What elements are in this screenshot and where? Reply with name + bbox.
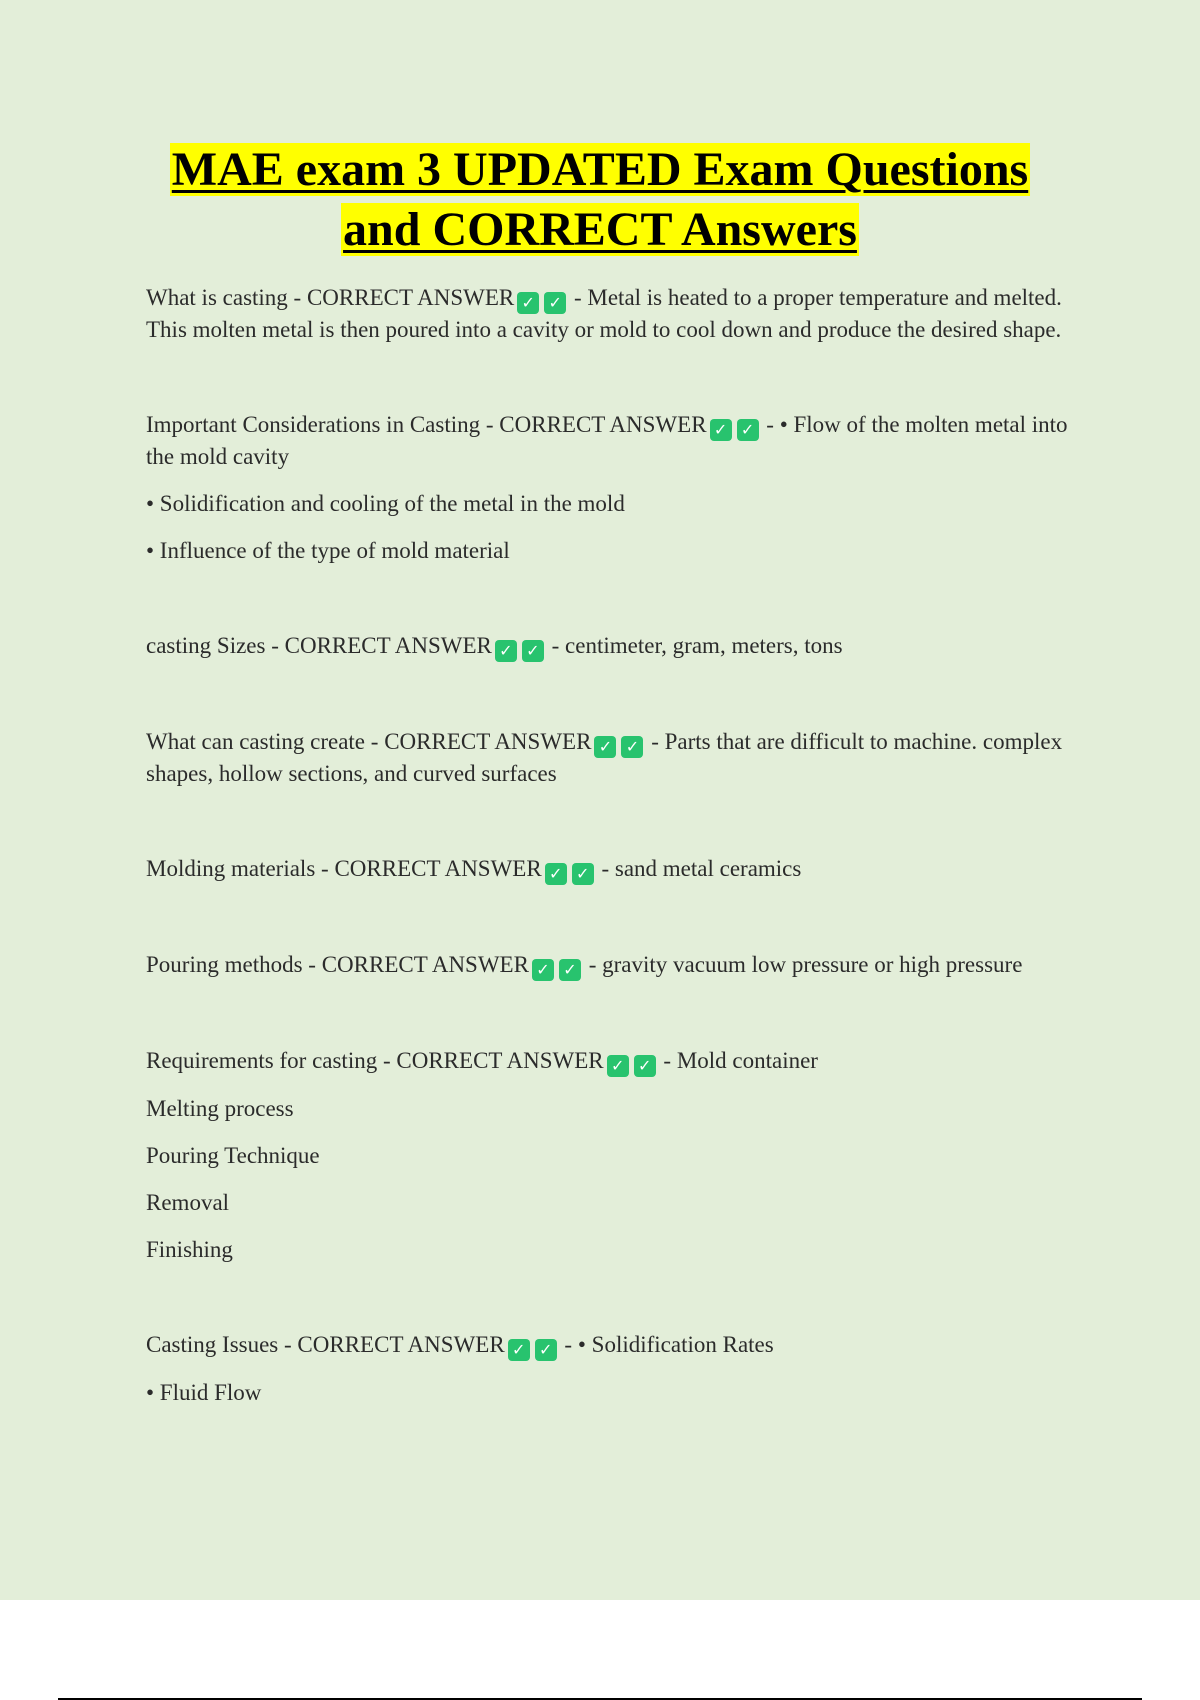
answer-line: • Influence of the type of mold material bbox=[146, 538, 510, 563]
check-box-icon: ✓ bbox=[559, 959, 581, 981]
separator: - bbox=[568, 285, 588, 310]
correct-answer-label: CORRECT ANSWER bbox=[384, 729, 592, 754]
answer-line: • Fluid Flow bbox=[146, 1380, 262, 1405]
qa-item bbox=[146, 853, 1086, 885]
title-line-1: MAE exam 3 UPDATED Exam Questions bbox=[171, 143, 1029, 196]
check-box-icon: ✓ bbox=[621, 736, 643, 758]
check-box-icon: ✓ bbox=[517, 292, 539, 314]
answer-line: Melting process bbox=[146, 1096, 294, 1121]
answer-line: • Solidification and cooling of the metal in the mold bbox=[146, 491, 625, 516]
answer-text: centimeter, gram, meters, tons bbox=[565, 633, 843, 658]
title-line-2: and CORRECT Answers bbox=[343, 203, 857, 256]
question-text: Molding materials bbox=[146, 856, 316, 881]
check-box-icon: ✓ bbox=[594, 736, 616, 758]
separator: - bbox=[545, 633, 566, 658]
qa-list bbox=[146, 282, 1086, 1408]
correct-answer-label: CORRECT ANSWER bbox=[396, 1048, 604, 1073]
separator: - bbox=[480, 412, 500, 437]
question-text: What is casting bbox=[146, 285, 288, 310]
qa-item bbox=[146, 282, 1086, 345]
answer-text: Parts that are difficult to machine. complex shapes, hollow sections, and curved surfaces bbox=[146, 729, 1063, 786]
qa-item bbox=[146, 1045, 1086, 1077]
question-text: Casting Issues bbox=[146, 1332, 279, 1357]
separator: - bbox=[265, 633, 285, 658]
check-box-icon: ✓ bbox=[532, 959, 554, 981]
check-box-icon: ✓ bbox=[634, 1055, 656, 1077]
separator: - bbox=[558, 1332, 578, 1357]
correct-answer-label: CORRECT ANSWER bbox=[284, 633, 492, 658]
qa-item bbox=[146, 630, 1086, 662]
item-spacer bbox=[146, 566, 1086, 630]
check-box-icon: ✓ bbox=[607, 1055, 629, 1077]
answer-text: sand metal ceramics bbox=[614, 856, 802, 881]
answer-text: • Solidification Rates bbox=[577, 1332, 774, 1357]
check-box-icon: ✓ bbox=[495, 640, 517, 662]
check-box-icon: ✓ bbox=[572, 863, 594, 885]
item-spacer bbox=[146, 1265, 1086, 1329]
correct-answer-label: CORRECT ANSWER bbox=[321, 952, 529, 977]
check-box-icon: ✓ bbox=[522, 640, 544, 662]
separator: - bbox=[315, 856, 335, 881]
separator: - bbox=[302, 952, 322, 977]
item-spacer bbox=[146, 981, 1086, 1045]
check-box-icon: ✓ bbox=[710, 419, 732, 441]
question-text: casting Sizes bbox=[146, 633, 266, 658]
document-title bbox=[0, 140, 1200, 260]
answer-text: gravity vacuum low pressure or high pressure bbox=[602, 952, 1023, 977]
separator: - bbox=[645, 729, 665, 754]
check-box-icon: ✓ bbox=[508, 1339, 530, 1361]
question-text: What can casting create bbox=[146, 729, 366, 754]
separator: - bbox=[760, 412, 780, 437]
answer-line: Pouring Technique bbox=[146, 1143, 320, 1168]
question-text: Pouring methods bbox=[146, 952, 303, 977]
separator: - bbox=[287, 285, 307, 310]
answer-text: Metal is heated to a proper temperature and melted. This molten metal is then poured into a cavity or mold to cool down and produce the desired shape. bbox=[146, 285, 1062, 342]
separator: - bbox=[377, 1048, 397, 1073]
check-box-icon: ✓ bbox=[544, 292, 566, 314]
qa-item bbox=[146, 949, 1086, 981]
question-text: Requirements for casting bbox=[146, 1048, 378, 1073]
separator: - bbox=[278, 1332, 298, 1357]
separator: - bbox=[595, 856, 615, 881]
qa-item bbox=[146, 1329, 1086, 1361]
answer-text: • Flow of the molten metal into the mold cavity bbox=[146, 412, 1068, 469]
separator: - bbox=[365, 729, 385, 754]
check-box-icon: ✓ bbox=[545, 863, 567, 885]
correct-answer-label: CORRECT ANSWER bbox=[334, 856, 542, 881]
question-text: Important Considerations in Casting bbox=[146, 412, 481, 437]
qa-item bbox=[146, 726, 1086, 789]
item-spacer bbox=[146, 789, 1086, 853]
separator: - bbox=[657, 1048, 677, 1073]
separator: - bbox=[582, 952, 603, 977]
item-spacer bbox=[146, 885, 1086, 949]
item-spacer bbox=[146, 662, 1086, 726]
check-box-icon: ✓ bbox=[737, 419, 759, 441]
qa-item bbox=[146, 409, 1086, 472]
correct-answer-label: CORRECT ANSWER bbox=[499, 412, 707, 437]
item-spacer bbox=[146, 345, 1086, 409]
check-box-icon: ✓ bbox=[535, 1339, 557, 1361]
answer-line: Removal bbox=[146, 1190, 230, 1215]
correct-answer-label: CORRECT ANSWER bbox=[306, 285, 515, 310]
answer-text: Mold container bbox=[676, 1048, 818, 1073]
answer-line: Finishing bbox=[146, 1237, 233, 1262]
correct-answer-label: CORRECT ANSWER bbox=[297, 1332, 505, 1357]
